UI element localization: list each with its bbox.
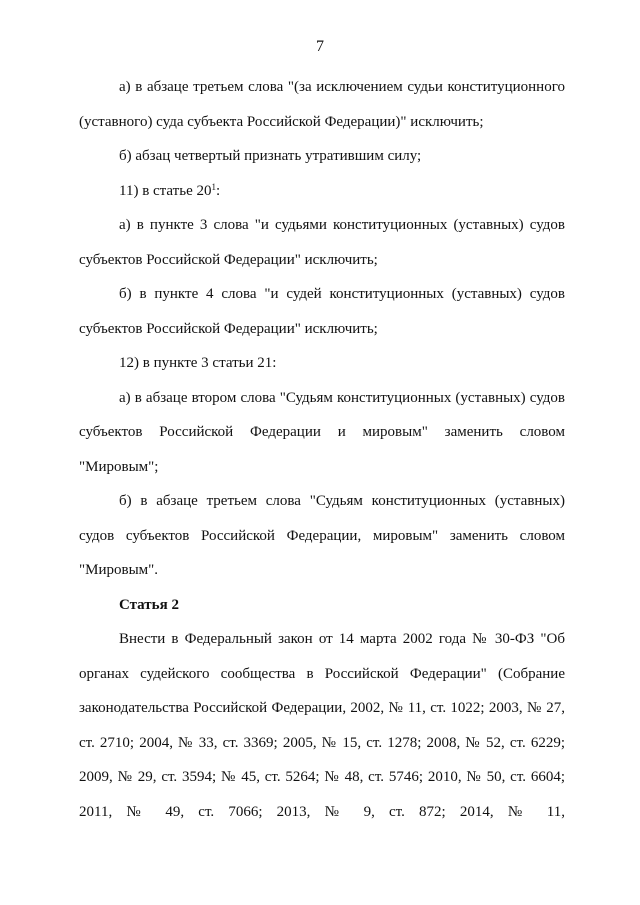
paragraph-amend-b-fourth-indent: б) абзац четвертый признать утратившим силу; [119, 148, 422, 164]
superscript-1: 1 [211, 181, 216, 192]
paragraph-point-4-amend: б) в пункте 4 слова "и судей конституционных (уставных) судов субъектов Российской Федерации" исключить; [79, 286, 565, 337]
item-11-colon: : [216, 182, 221, 199]
paragraph-item-12-article-21: 12) в пункте 3 статьи 21: [119, 355, 277, 371]
paragraph-third-indent-amend: б) в абзаце третьем слова "Судьям конституционных (уставных) судов субъектов Российской Федерации, мировым" заменить словом "Мировым". [79, 493, 565, 578]
paragraph-article-2-intro: Внести в Федеральный закон от 14 марта 2002 года № 30-ФЗ "Об органах судейского сообщества в Российской Федерации" (Собрание законодательства Российской Федерации, 2002, № 11, ст. 1022; 2003, № 27, ст. 2710; 2004, № 33, ст. 3369; 2005, № 15, ст. 1278; 2008, № 52, ст. 6229; 2009, № 29, ст. 3594; № 45, ст. 5264; № 48, ст. 5746; 2010, № 50, ст. 6604; 2011, № 49, ст. 7066; 2013, № 9, ст. 872; 2014, № 11, [79, 631, 565, 820]
paragraph-point-3-amend: а) в пункте 3 слова "и судьями конституционных (уставных) судов субъектов Российской Федерации" исключить; [79, 217, 565, 268]
document-body [79, 70, 565, 829]
paragraph-second-indent-amend: а) в абзаце втором слова "Судьям конституционных (уставных) судов субъектов Российской Федерации и мировым" заменить словом "Мировым"; [79, 389, 565, 475]
paragraph-item-11-article-20-1 [79, 174, 565, 209]
item-11-text: 11) в статье 20 [119, 182, 212, 199]
heading-article-2: Статья 2 [119, 596, 179, 613]
page-number: 7 [316, 38, 324, 55]
paragraph-amend-a-third-indent: а) в абзаце третьем слова "(за исключением судьи конституционного (уставного) суда субъекта Российской Федерации)" исключить; [79, 79, 565, 130]
